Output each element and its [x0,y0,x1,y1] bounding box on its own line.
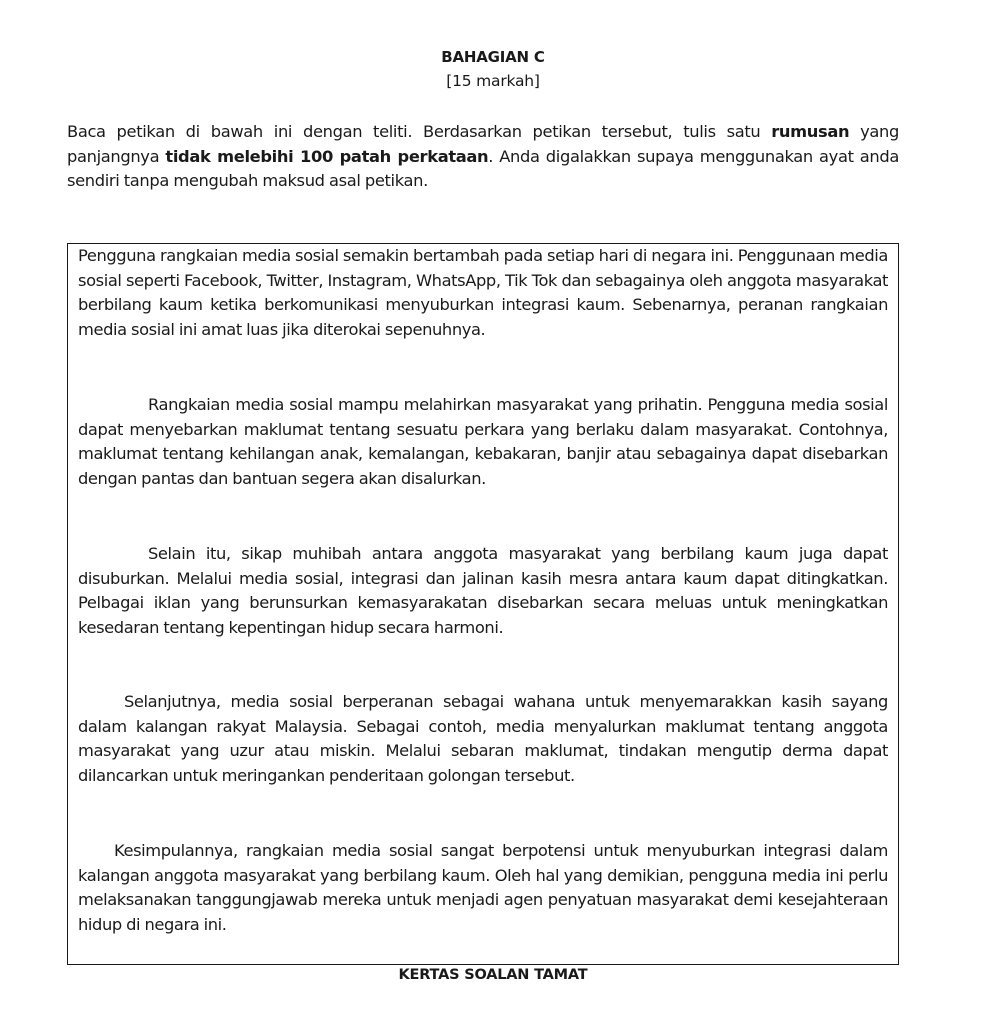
marks-label: [15 markah] [446,72,540,90]
passage-paragraph-5: Kesimpulannya, rangkaian media sosial sangat berpotensi untuk menyuburkan integrasi dalam kalangan anggota masyarakat yang berbilang kaum. Oleh hal yang demikian, pengguna media ini perlu melaksanakan tanggungjawab mereka untuk menjadi agen penyatuan masyarakat demi kesejahteraan hidup di negara ini. [78,841,888,934]
passage-paragraph-2: Rangkaian media sosial mampu melahirkan masyarakat yang prihatin. Pengguna media sosial dapat menyebarkan maklumat tentang sesuatu perkara yang berlaku dalam masyarakat. Contohnya, maklumat tentang kehilangan anak, kemalangan, kebakaran, banjir atau sebagainya dapat disebarkan dengan pantas dan bantuan segera akan disalurkan. [78,395,888,488]
instructions-bold-word-limit: tidak melebihi 100 patah perkataan [165,146,489,166]
end-of-paper-label: KERTAS SOALAN TAMAT [398,967,588,983]
instructions-text-2: yang panjangnya [67,122,899,166]
passage-paragraph-1: Pengguna rangkaian media sosial semakin bertambah pada setiap hari di negara ini. Penggunaan media sosial seperti Facebook, Twitter, Instagram, WhatsApp, Tik Tok dan sebagainya oleh anggota masyarakat berbilang kaum ketika berkomunikasi menyuburkan integrasi kaum. Sebenarnya, peranan rangkaian media sosial ini amat luas jika diterokai sepenuhnya. [78,246,888,339]
instructions [67,120,899,194]
passage-box [67,243,899,965]
instructions-bold-rumusan: rumusan [771,122,850,141]
instructions-text-3: . Anda digalakkan supaya menggunakan ayat anda sendiri tanpa mengubah maksud asal petikan. [67,146,899,191]
instructions-text-1: Baca petikan di bawah ini dengan teliti. Berdasarkan petikan tersebut, tulis satu [67,122,772,141]
section-title: BAHAGIAN C [441,48,545,66]
passage-paragraph-4: Selanjutnya, media sosial berperanan sebagai wahana untuk menyemarakkan kasih sayang dalam kalangan rakyat Malaysia. Sebagai contoh, media menyalurkan maklumat tentang anggota masyarakat yang uzur atau miskin. Melalui sebaran maklumat, tindakan mengutip derma dapat dilancarkan untuk meringankan penderitaan golongan tersebut. [78,692,888,785]
passage-paragraph-3: Selain itu, sikap muhibah antara anggota masyarakat yang berbilang kaum juga dapat disuburkan. Melalui media sosial, integrasi dan jalinan kasih mesra antara kaum dapat ditingkatkan. Pelbagai iklan yang berunsurkan kemasyarakatan disebarkan secara meluas untuk meningkatkan kesedaran tentang kepentingan hidup secara harmoni. [78,544,888,637]
